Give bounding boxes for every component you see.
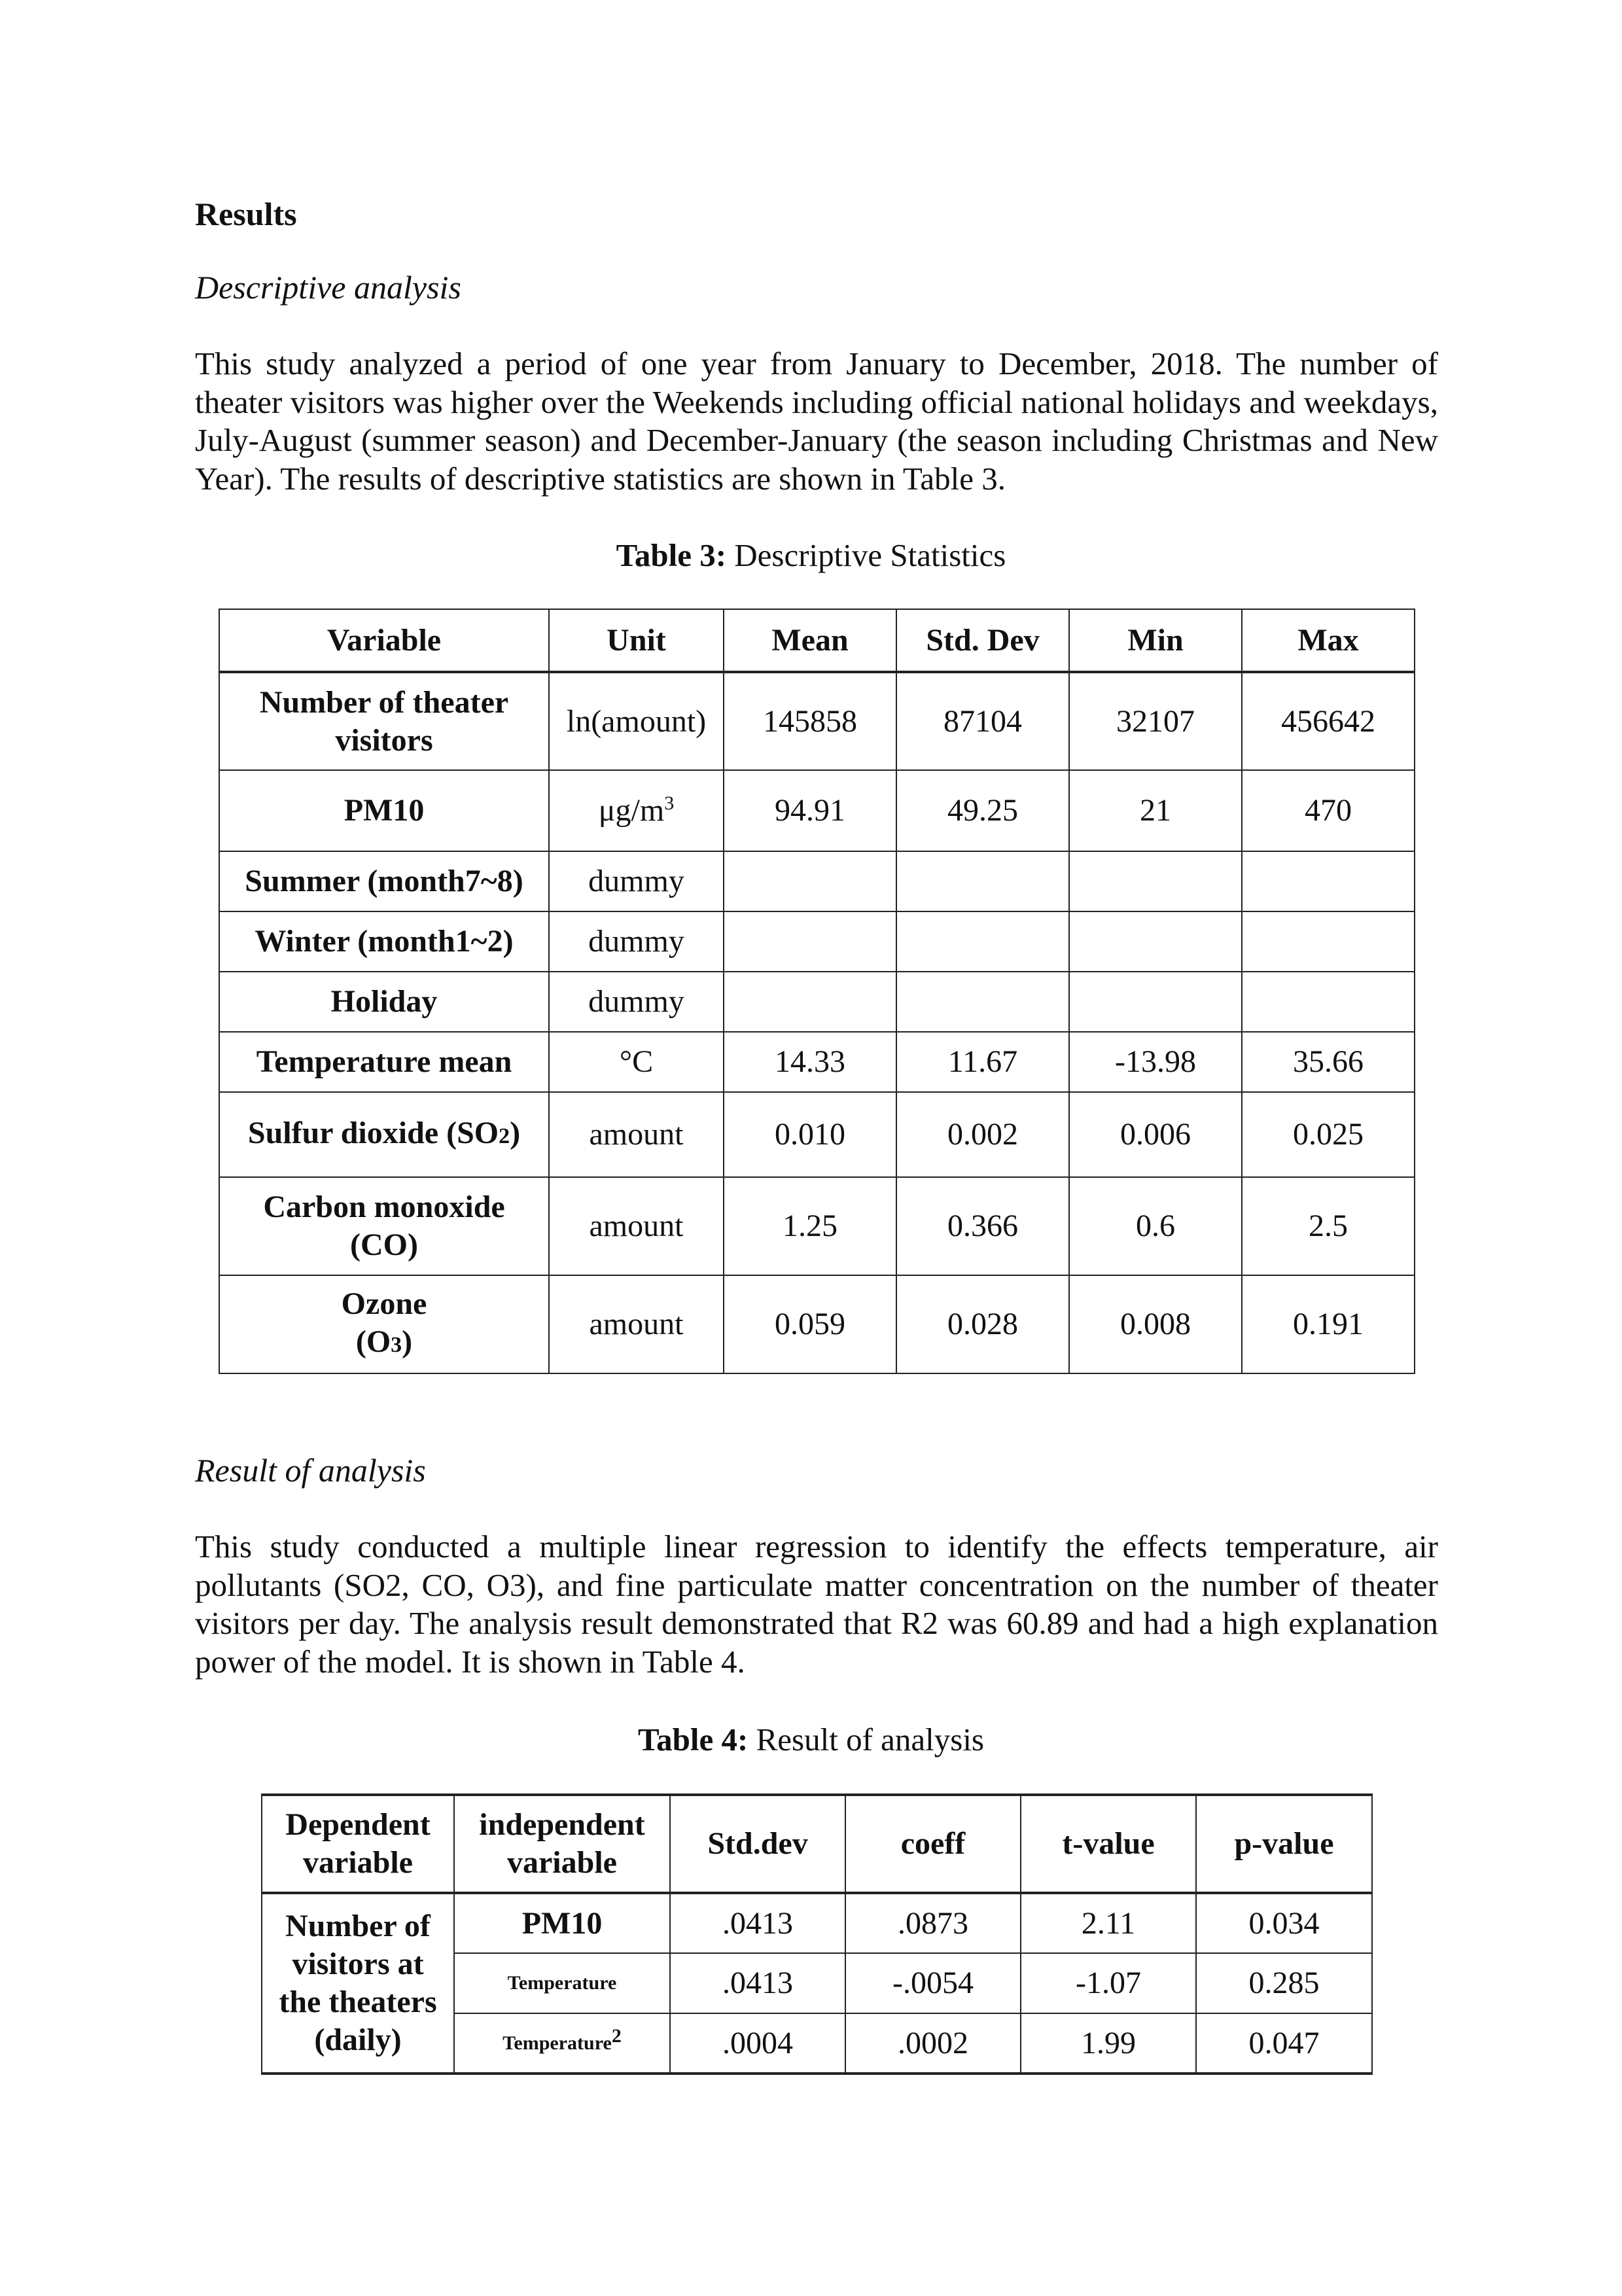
coeff-cell: -.0054 [845,1953,1021,2013]
sd-cell [896,851,1069,911]
max-cell: 456642 [1242,672,1415,770]
analysis-paragraph: This study conducted a multiple linear regression to identify the effects temperature, air pollutants (SO2, CO, O3), and fine particulate matter concentration on the number of theater visitors per day. The analysis result demonstrated that R2 was 60.89 and had a high explanation power of the model. It is shown in Table 4. [195,1528,1438,1680]
sd-cell: 87104 [896,672,1069,770]
column-header: Min [1069,609,1242,672]
table3-caption [0,534,1622,577]
table3-caption-text: Descriptive Statistics [734,537,1006,573]
p-value-cell: 0.047 [1196,2013,1372,2074]
column-header: Unit [549,609,724,672]
table3-caption-label: Table 3: [616,537,727,573]
variable-line2 [225,1323,543,1364]
column-header: coeff [845,1795,1021,1893]
min-cell: 21 [1069,770,1242,851]
p-value-cell: 0.285 [1196,1953,1372,2013]
min-cell [1069,911,1242,972]
table-row [219,972,1415,1032]
unit-superscript: 3 [664,792,675,814]
min-cell: 0.008 [1069,1275,1242,1373]
table-row [219,911,1415,972]
min-cell: 32107 [1069,672,1242,770]
independent-variable-cell: PM10 [454,1893,670,1953]
variable-line2-subscript: 3 [391,1332,402,1357]
table-row [219,1275,1415,1373]
variable-cell: Summer (month7~8) [219,851,549,911]
sd-cell: .0413 [670,1953,845,2013]
variable-line2-base: (O [355,1324,391,1359]
descriptive-statistics-table [219,609,1415,1374]
table-row [219,1032,1415,1092]
column-header: Variable [219,609,549,672]
variable-line2-end: ) [402,1324,413,1359]
sd-cell: 0.028 [896,1275,1069,1373]
variable-cell [219,1177,549,1275]
unit-cell [549,770,724,851]
unit-cell: dummy [549,972,724,1032]
table-row [219,770,1415,851]
mean-cell [724,972,896,1032]
dependent-variable-cell: Number of visitors at the theaters (daily) [262,1893,454,2074]
independent-base: Temperature [502,2032,612,2054]
sd-cell: 49.25 [896,770,1069,851]
independent-variable-cell [454,2013,670,2074]
max-cell: 2.5 [1242,1177,1415,1275]
max-cell [1242,911,1415,972]
variable-base: Sulfur dioxide (SO [247,1115,499,1150]
sd-cell: .0413 [670,1893,845,1953]
variable-subscript: 2 [499,1123,510,1148]
sd-cell [896,972,1069,1032]
variable-cell [219,1092,549,1177]
column-header: Std. Dev [896,609,1069,672]
min-cell: 0.6 [1069,1177,1242,1275]
min-cell: -13.98 [1069,1032,1242,1092]
variable-line1: Ozone [341,1286,427,1321]
max-cell: 0.191 [1242,1275,1415,1373]
max-cell [1242,851,1415,911]
sd-cell: 0.366 [896,1177,1069,1275]
mean-cell [724,851,896,911]
sd-cell: 0.002 [896,1092,1069,1177]
variable-cell: Number of theater visitors [219,672,549,770]
table-row [219,1177,1415,1275]
table-header-row [262,1795,1372,1893]
column-header: Max [1242,609,1415,672]
variable-cell: Temperature mean [219,1032,549,1092]
column-header: p-value [1196,1795,1372,1893]
table4-caption-text: Result of analysis [756,1722,985,1757]
column-header: independent variable [454,1795,670,1893]
analysis-subheading: Result of analysis [195,1452,426,1489]
column-header: Dependent variable [262,1795,454,1893]
p-value-cell: 0.034 [1196,1893,1372,1953]
mean-cell: 94.91 [724,770,896,851]
variable-cell: Winter (month1~2) [219,911,549,972]
min-cell: 0.006 [1069,1092,1242,1177]
unit-cell: dummy [549,911,724,972]
unit-base: μg/m [598,793,665,828]
regression-results-table [261,1793,1373,2075]
independent-superscript: 2 [611,2024,622,2047]
sd-cell [896,911,1069,972]
column-header: t-value [1021,1795,1196,1893]
mean-cell: 14.33 [724,1032,896,1092]
coeff-cell: .0873 [845,1893,1021,1953]
t-value-cell: -1.07 [1021,1953,1196,2013]
table-row [262,1893,1372,1953]
sd-cell: .0004 [670,2013,845,2074]
max-cell: 470 [1242,770,1415,851]
table-row [219,851,1415,911]
unit-cell: dummy [549,851,724,911]
unit-cell: amount [549,1092,724,1177]
mean-cell [724,911,896,972]
unit-cell: amount [549,1177,724,1275]
mean-cell: 0.059 [724,1275,896,1373]
mean-cell: 1.25 [724,1177,896,1275]
max-cell [1242,972,1415,1032]
descriptive-subheading: Descriptive analysis [195,269,461,306]
unit-cell: amount [549,1275,724,1373]
table4-caption [0,1718,1622,1761]
variable-line1: Carbon monoxide [263,1190,505,1224]
variable-end: ) [510,1115,521,1150]
mean-cell: 145858 [724,672,896,770]
column-header: Std.dev [670,1795,845,1893]
mean-cell: 0.010 [724,1092,896,1177]
table-row [219,672,1415,770]
variable-cell: PM10 [219,770,549,851]
min-cell [1069,851,1242,911]
t-value-cell: 1.99 [1021,2013,1196,2074]
column-header: Mean [724,609,896,672]
independent-variable-cell: Temperature [454,1953,670,2013]
coeff-cell: .0002 [845,2013,1021,2074]
t-value-cell: 2.11 [1021,1893,1196,1953]
variable-cell: Holiday [219,972,549,1032]
section-title: Results [195,196,297,232]
min-cell [1069,972,1242,1032]
max-cell: 0.025 [1242,1092,1415,1177]
sd-cell: 11.67 [896,1032,1069,1092]
descriptive-paragraph: This study analyzed a period of one year from January to December, 2018. The number of theater visitors was higher over the Weekends including official national holidays and weekdays, July-August (summer season) and December-January (the season including Christmas and New Year). The results of descriptive statistics are shown in Table 3. [195,345,1438,497]
variable-cell [219,1275,549,1373]
table4-caption-label: Table 4: [637,1722,749,1757]
unit-cell: ln(amount) [549,672,724,770]
table-row [219,1092,1415,1177]
unit-cell: °C [549,1032,724,1092]
max-cell: 35.66 [1242,1032,1415,1092]
table-header-row [219,609,1415,672]
variable-line2: (CO) [350,1227,418,1262]
